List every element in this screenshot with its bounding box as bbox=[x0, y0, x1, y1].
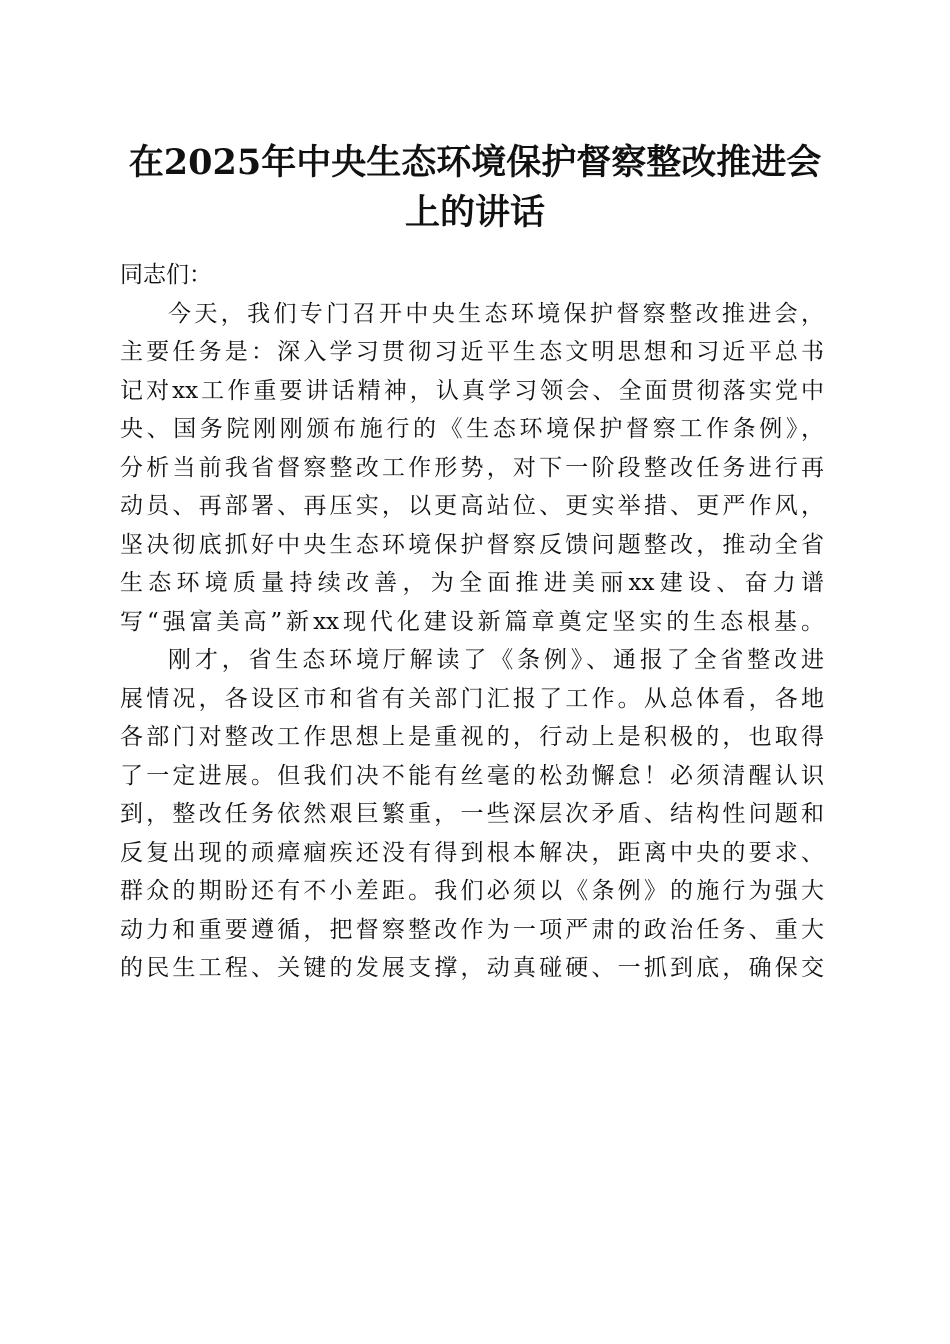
paragraph-line: 刚才，省生态环境厅解读了《条例》、通报了全省整改进 bbox=[168, 647, 824, 673]
paragraph-line: 到，整改任务依然艰巨繁重，一些深层次矛盾、结构性问题和 bbox=[120, 801, 824, 827]
document-title bbox=[100, 138, 850, 238]
paragraph-line: 记对xx工作重要讲话精神，认真学习领会、全面贯彻落实党中 bbox=[120, 377, 824, 404]
paragraph-line: 反复出现的顽瘴痼疾还没有得到根本解决，距离中央的要求、 bbox=[120, 839, 824, 866]
paragraph-line: 动力和重要遵循，把督察整改作为一项严肃的政治任务、重大 bbox=[120, 916, 824, 943]
paragraph-2 bbox=[120, 641, 824, 988]
title-line: 在2025年中央生态环境保护督察整改推进会 bbox=[128, 142, 822, 183]
paragraph-line: 分析当前我省督察整改工作形势，对下一阶段整改任务进行再 bbox=[120, 454, 824, 481]
paragraph-line: 今天，我们专门召开中央生态环境保护督察整改推进会， bbox=[168, 300, 824, 327]
paragraph-line: 展情况，各设区市和省有关部门汇报了工作。从总体看，各地 bbox=[120, 685, 824, 712]
paragraph-line: 央、国务院刚刚颁布施行的《生态环境保护督察工作条例》， bbox=[120, 416, 824, 442]
paragraph-line: 各部门对整改工作思想上是重视的，行动上是积极的，也取得 bbox=[120, 724, 824, 750]
paragraph-line: 主要任务是：深入学习贯彻习近平生态文明思想和习近平总书 bbox=[120, 339, 824, 365]
paragraph-line: 写“强富美高”新xx现代化建设新篇章奠定坚实的生态根基。 bbox=[120, 608, 824, 635]
paragraph-line: 的民生工程、关键的发展支撑，动真碰硬、一抓到底，确保交 bbox=[120, 955, 824, 981]
paragraph-line: 动员、再部署、再压实，以更高站位、更实举措、更严作风， bbox=[120, 493, 824, 519]
document-body bbox=[120, 256, 824, 988]
paragraph-line: 群众的期盼还有不小差距。我们必须以《条例》的施行为强大 bbox=[120, 878, 824, 904]
paragraph-line: 坚决彻底抓好中央生态环境保护督察反馈问题整改，推动全省 bbox=[120, 531, 824, 558]
paragraph-line: 了一定进展。但我们决不能有丝毫的松劲懈怠！必须清醒认识 bbox=[120, 762, 824, 789]
greeting: 同志们： bbox=[120, 262, 212, 288]
paragraph-1 bbox=[120, 295, 824, 642]
title-line: 上的讲话 bbox=[404, 192, 545, 233]
paragraph-line: 生态环境质量持续改善，为全面推进美丽xx建设、奋力谱 bbox=[120, 570, 824, 596]
